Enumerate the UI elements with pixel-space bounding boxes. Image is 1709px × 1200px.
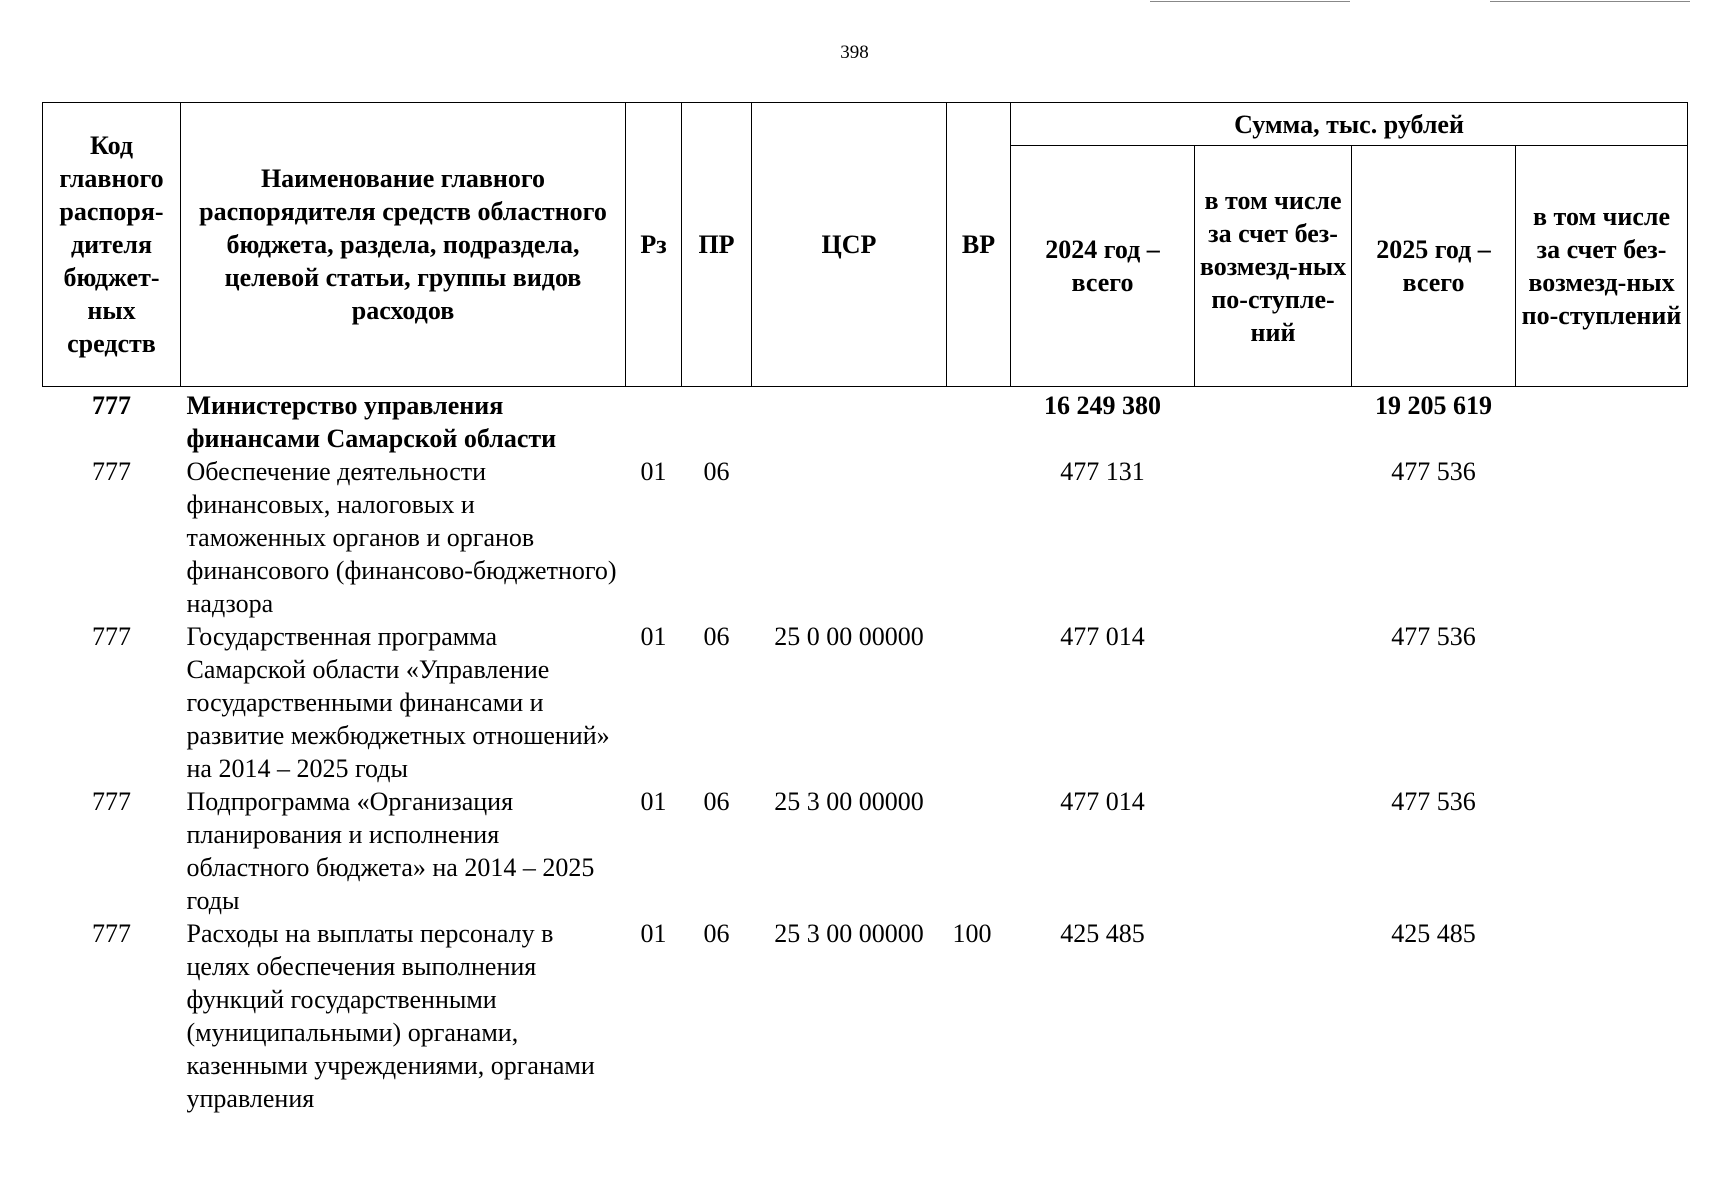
cell-pr: 06 <box>703 787 730 816</box>
table-header <box>43 103 1688 387</box>
header-vr: ВР <box>947 103 1011 387</box>
cell-2025-free <box>1516 455 1688 620</box>
cell-2024-total: 477 014 <box>1060 787 1145 816</box>
cell-code: 777 <box>92 391 131 420</box>
scan-artifact-line <box>1490 1 1690 2</box>
page-number: 398 <box>840 42 869 63</box>
table-row <box>43 785 1688 917</box>
cell-vr <box>947 387 1011 456</box>
cell-2025-total: 477 536 <box>1391 457 1476 486</box>
cell-vr <box>947 620 1011 785</box>
cell-2025-total: 477 536 <box>1391 787 1476 816</box>
cell-pr: 06 <box>703 622 730 651</box>
cell-2024-free <box>1195 455 1352 620</box>
cell-name: Министерство управления финансами Самарской области <box>186 391 557 453</box>
cell-code: 777 <box>92 787 131 816</box>
table-row <box>43 917 1688 1115</box>
cell-2024-total: 477 014 <box>1060 622 1145 651</box>
cell-csr <box>752 455 947 620</box>
cell-name: Обеспечение деятельности финансовых, налоговых и таможенных органов и органов финансового (финансово-бюджетного) надзора <box>186 457 617 618</box>
budget-table <box>42 102 1688 1115</box>
cell-rz: 01 <box>640 919 667 948</box>
cell-name: Расходы на выплаты персоналу в целях обеспечения выполнения функций государственными (муниципальными) органами, казенными учреждениями, органами управления <box>186 919 595 1113</box>
cell-2024-free <box>1195 917 1352 1115</box>
cell-2025-free <box>1516 387 1688 456</box>
table-row <box>43 387 1688 456</box>
cell-2025-total: 19 205 619 <box>1375 391 1492 420</box>
cell-csr: 25 3 00 00000 <box>774 787 924 816</box>
cell-2024-total: 16 249 380 <box>1044 391 1161 420</box>
cell-name: Подпрограмма «Организация планирования и исполнения областного бюджета» на 2014 – 2025 годы <box>186 787 595 915</box>
header-2025-free: в том числе за счет без-возмезд-ных по-ступлений <box>1516 146 1688 387</box>
header-2025-total: 2025 год – всего <box>1352 146 1516 387</box>
table-body <box>43 387 1688 1116</box>
cell-2024-free <box>1195 387 1352 456</box>
cell-rz: 01 <box>640 787 667 816</box>
cell-csr: 25 0 00 00000 <box>774 622 924 651</box>
cell-code: 777 <box>92 622 131 651</box>
cell-2025-total: 477 536 <box>1391 622 1476 651</box>
header-name: Наименование главного распорядителя средств областного бюджета, раздела, подраздела, целевой статьи, группы видов расходов <box>181 103 626 387</box>
cell-2024-total: 425 485 <box>1060 919 1145 948</box>
cell-2025-free <box>1516 785 1688 917</box>
cell-pr: 06 <box>703 457 730 486</box>
cell-code: 777 <box>92 457 131 486</box>
cell-vr <box>947 785 1011 917</box>
cell-csr <box>752 387 947 456</box>
cell-csr: 25 3 00 00000 <box>774 919 924 948</box>
cell-vr: 100 <box>952 919 992 948</box>
header-rz: Рз <box>626 103 682 387</box>
cell-name: Государственная программа Самарской области «Управление государственными финансами и развитие межбюджетных отношений» на 2014 – 2025 годы <box>186 622 610 783</box>
cell-rz: 01 <box>640 622 667 651</box>
cell-rz <box>626 387 682 456</box>
cell-rz: 01 <box>640 457 667 486</box>
cell-pr <box>682 387 752 456</box>
table-row <box>43 620 1688 785</box>
cell-code: 777 <box>92 919 131 948</box>
cell-2024-free <box>1195 620 1352 785</box>
header-pr: ПР <box>682 103 752 387</box>
cell-vr <box>947 455 1011 620</box>
header-sum: Сумма, тыс. рублей <box>1011 103 1688 146</box>
cell-2024-free <box>1195 785 1352 917</box>
header-2024-free: в том числе за счет без-возмезд-ных по-ступле-ний <box>1195 146 1352 387</box>
header-2024-total: 2024 год – всего <box>1011 146 1195 387</box>
cell-2025-free <box>1516 917 1688 1115</box>
table-row <box>43 455 1688 620</box>
cell-2024-total: 477 131 <box>1060 457 1145 486</box>
cell-2025-free <box>1516 620 1688 785</box>
scan-artifact-line <box>1150 1 1350 2</box>
cell-2025-total: 425 485 <box>1391 919 1476 948</box>
cell-pr: 06 <box>703 919 730 948</box>
header-csr: ЦСР <box>752 103 947 387</box>
header-code: Код главного распоря-дителя бюджет-ных средств <box>43 103 181 387</box>
